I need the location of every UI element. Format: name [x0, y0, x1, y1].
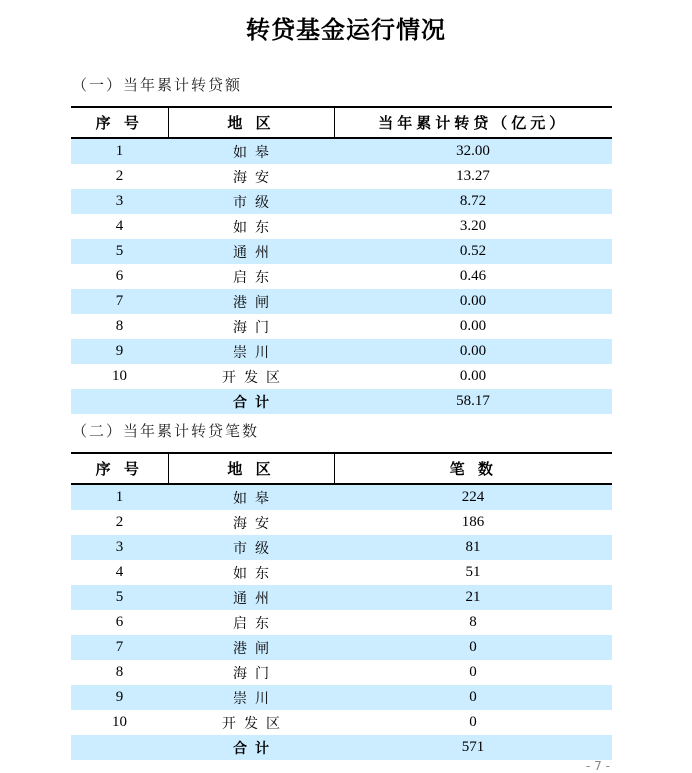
total-row — [71, 735, 612, 760]
section-label-count: （二）当年累计转贷笔数 — [72, 422, 260, 440]
table-row — [71, 364, 612, 389]
page-title: 转贷基金运行情况 — [246, 15, 446, 44]
row-region: 如皋 — [168, 484, 334, 510]
row-value: 0 — [334, 685, 612, 710]
row-region: 海安 — [233, 515, 277, 532]
table-row — [71, 635, 612, 660]
row-value: 21 — [334, 585, 612, 610]
row-number: 9 — [71, 685, 168, 710]
table-row — [71, 660, 612, 685]
row-value: 0.46 — [459, 268, 487, 284]
table-body — [71, 484, 612, 760]
table-header-row — [71, 107, 612, 138]
header-count: 笔 数 — [334, 453, 612, 484]
table-header-row — [71, 453, 612, 484]
total-empty-cell — [71, 389, 168, 414]
table-row — [71, 138, 612, 164]
table-row — [71, 710, 612, 735]
table-row — [71, 189, 612, 214]
row-value: 0.00 — [459, 318, 487, 334]
row-number: 4 — [115, 218, 124, 234]
table-row — [71, 239, 612, 264]
row-value: 0 — [469, 714, 477, 730]
header-region: 地 区 — [168, 453, 334, 484]
table-row — [71, 610, 612, 635]
row-value: 0.52 — [334, 239, 612, 264]
header-amount: 当年累计转贷（亿元） — [334, 107, 612, 138]
row-value: 32.00 — [334, 138, 612, 164]
row-value: 0.00 — [334, 289, 612, 314]
total-label: 合计 — [168, 735, 334, 760]
page-number: - 7 - — [586, 759, 610, 773]
row-number: 2 — [115, 514, 124, 530]
row-number: 5 — [71, 239, 168, 264]
row-region: 港闸 — [168, 635, 334, 660]
row-number: 7 — [71, 289, 168, 314]
table-row — [71, 535, 612, 560]
row-number: 1 — [71, 484, 168, 510]
row-value: 224 — [334, 484, 612, 510]
row-number: 6 — [115, 614, 124, 630]
row-region: 如皋 — [168, 138, 334, 164]
row-value: 186 — [461, 514, 485, 530]
row-number: 5 — [71, 585, 168, 610]
row-number: 3 — [71, 189, 168, 214]
row-number: 9 — [71, 339, 168, 364]
header-region: 地 区 — [168, 107, 334, 138]
row-number: 10 — [112, 368, 127, 384]
table-row — [71, 560, 612, 585]
row-value: 81 — [334, 535, 612, 560]
row-region: 如东 — [233, 219, 277, 236]
table-row — [71, 585, 612, 610]
total-value: 571 — [334, 735, 612, 760]
total-empty-cell — [71, 735, 168, 760]
header-no: 序 号 — [71, 107, 168, 138]
row-value: 0 — [469, 664, 477, 680]
table-row — [71, 685, 612, 710]
row-number: 2 — [115, 168, 124, 184]
row-region: 崇川 — [168, 685, 334, 710]
row-value: 3.20 — [459, 218, 487, 234]
row-region: 海门 — [233, 665, 277, 682]
total-value: 58.17 — [334, 389, 612, 414]
row-value: 0 — [334, 635, 612, 660]
row-number: 10 — [112, 714, 127, 730]
row-value: 0.00 — [459, 368, 487, 384]
row-region: 启东 — [233, 269, 277, 286]
row-region: 通州 — [168, 585, 334, 610]
table-row — [71, 214, 612, 239]
row-region: 崇川 — [168, 339, 334, 364]
row-region: 开发区 — [222, 715, 288, 732]
row-region: 海门 — [233, 319, 277, 336]
row-number: 1 — [71, 138, 168, 164]
loan-count-table — [71, 452, 612, 760]
row-region: 海安 — [233, 169, 277, 186]
table-row — [71, 484, 612, 510]
header-no: 序 号 — [71, 453, 168, 484]
table-row — [71, 339, 612, 364]
loan-amount-table — [71, 106, 612, 414]
row-region: 启东 — [233, 615, 277, 632]
row-region: 市级 — [168, 189, 334, 214]
row-value: 0.00 — [334, 339, 612, 364]
section-label-amount: （一）当年累计转贷额 — [72, 76, 243, 94]
row-region: 市级 — [168, 535, 334, 560]
table-row — [71, 164, 612, 189]
row-number: 4 — [115, 564, 124, 580]
row-region: 港闸 — [168, 289, 334, 314]
row-number: 8 — [115, 318, 124, 334]
row-value: 51 — [465, 564, 481, 580]
table-row — [71, 510, 612, 535]
row-number: 3 — [71, 535, 168, 560]
table-body — [71, 138, 612, 414]
row-region: 如东 — [233, 565, 277, 582]
total-row — [71, 389, 612, 414]
table-row — [71, 314, 612, 339]
row-value: 13.27 — [456, 168, 490, 184]
table-row — [71, 264, 612, 289]
row-region: 通州 — [168, 239, 334, 264]
row-value: 8 — [469, 614, 477, 630]
row-number: 8 — [115, 664, 124, 680]
row-value: 8.72 — [334, 189, 612, 214]
row-number: 6 — [115, 268, 124, 284]
row-region: 开发区 — [222, 369, 288, 386]
table-row — [71, 289, 612, 314]
row-number: 7 — [71, 635, 168, 660]
total-label: 合计 — [168, 389, 334, 414]
